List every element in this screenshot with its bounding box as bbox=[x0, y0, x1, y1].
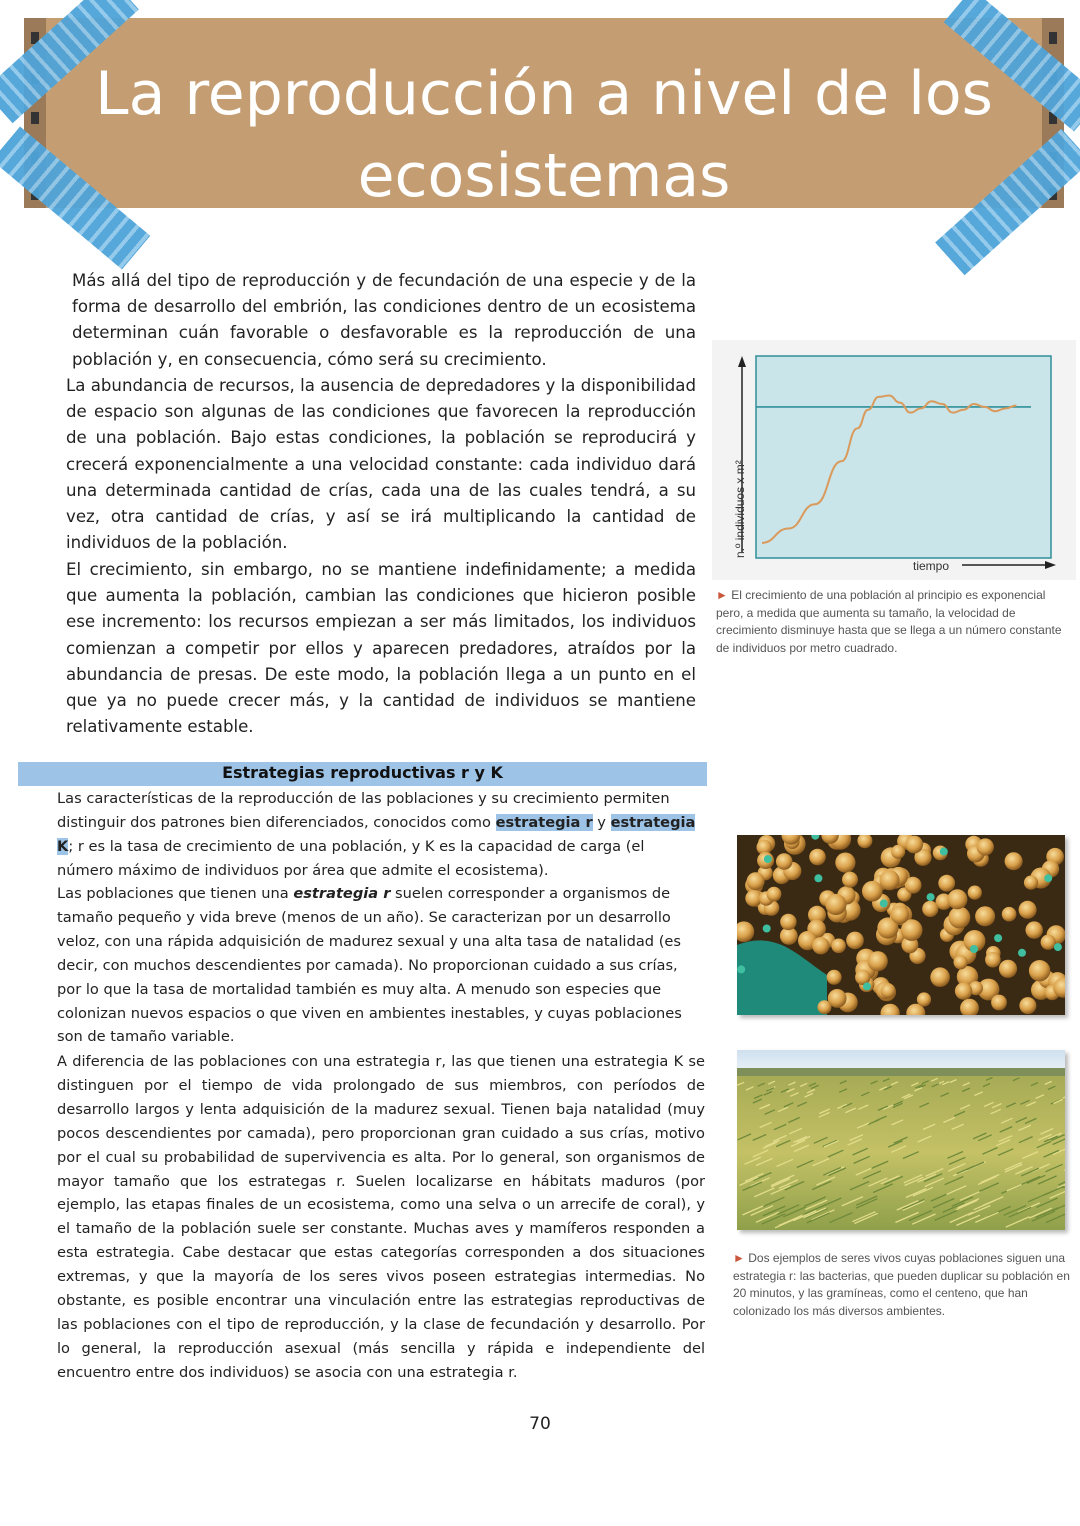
section-paragraph-1: Las características de la reproducción de las poblaciones y su crecimiento permiten distinguir dos patrones bien diferenciados, conocidos como estrategia r y estrategia K; r es la tasa de crecimiento de una población, y K es la capacidad de carga (el número máximo de individuos por área que admite el ecosistema). bbox=[57, 790, 696, 879]
bacteria-illustration bbox=[737, 835, 1065, 1015]
bacterium-coccus bbox=[776, 853, 793, 870]
bacterium-coccus bbox=[1019, 997, 1036, 1014]
bacterium-coccus bbox=[930, 967, 950, 987]
bacterium-coccus bbox=[954, 955, 968, 969]
bacterium-coccus bbox=[991, 995, 1007, 1011]
bacterium-coccus bbox=[1041, 935, 1056, 950]
section-title: Estrategias reproductivas r y K bbox=[222, 763, 503, 782]
term-estrategia-r: estrategia r bbox=[293, 885, 391, 902]
bacterium-teal bbox=[764, 855, 772, 863]
x-axis-label: tiempo bbox=[913, 559, 950, 573]
chart-caption bbox=[716, 587, 1072, 657]
bacterium-coccus bbox=[809, 849, 826, 866]
bacterium-coccus bbox=[938, 875, 955, 892]
photos-caption bbox=[733, 1250, 1073, 1320]
bacteria-photo bbox=[737, 835, 1065, 1015]
bacterium-coccus bbox=[767, 887, 782, 902]
page-number: 70 bbox=[529, 1414, 551, 1434]
bacterium-coccus bbox=[812, 937, 829, 954]
bacterium-teal bbox=[970, 945, 978, 953]
bacterium-teal bbox=[737, 965, 745, 973]
bacterium-teal bbox=[1018, 949, 1026, 957]
bacterium-coccus bbox=[917, 992, 931, 1006]
population-growth-chart bbox=[712, 340, 1076, 580]
bacterium-coccus bbox=[1026, 921, 1043, 938]
section-paragraph-2: Las poblaciones que tienen una estrategia r suelen corresponder a organismos de tamaño pequeño y vida breve (menos de un año). Se caracterizan por un desarrollo veloz, con una rápida adquisición de madurez sexual y una alta tasa de natalidad (es decir, con muchos descendientes por camada). No proporcionan cuidado a sus crías, por lo que la tasa de mortalidad también es muy alta. A menudo son especies que colonizan nuevos espacios o que viven en ambientes inestables, y cuyas poblaciones son de tamaño variable. bbox=[57, 885, 682, 1046]
bacterium-teal bbox=[927, 893, 935, 901]
bacterium-coccus bbox=[842, 872, 858, 888]
bacterium-coccus bbox=[831, 939, 846, 954]
bacterium-coccus bbox=[999, 960, 1017, 978]
bacterium-teal bbox=[880, 899, 888, 907]
section-paragraph-3: A diferencia de las poblaciones con una estrategia r, las que tienen una estrategia K se distinguen por el tiempo de vida prolongado de sus miembros, con períodos de desarrollo largos y lenta adquisición de la madurez sexual. Tienen baja natalidad (muy pocos descendientes por camada), pero proporcionan gran cuidado a sus crías, motivo por el cual su probabilidad de supervivencia es alta. Por lo general, son organismos de mayor tamaño que los estrategas r. Suelen localizarse en hábitats maduros (por ejemplo, las etapas finales de un ecosistema, como una selva o un arrecife de coral), y el tamaño de la población suele ser constante. Muchas aves y mamíferos responden a esta estrategia. Cabe destacar que estas categorías corresponden a dos situaciones extremas, y que la mayoría de los seres vivos poseen estrategias intermedias. No obstante, es posible encontrar una vinculación entre las estrategias reproductivas de las poblaciones con el tipo de reproducción, y la clase de fecundación y desarrollo. Por lo general, la reproducción asexual (más sencilla y rápida e independiente del encuentro entre dos individuos) se asocia con una estrategia r. bbox=[57, 1053, 705, 1381]
caption-triangle-icon: ► bbox=[716, 588, 728, 602]
bacterium-coccus bbox=[968, 886, 982, 900]
bacterium-coccus bbox=[881, 983, 896, 998]
intro-paragraph-2: La abundancia de recursos, la ausencia de depredadores y la disponibilidad de espacio son algunas de las condiciones que favorecen la reproducción de una población. Bajo estas condiciones, la población se reproducirá y crecerá exponencialmente a una velocidad constante: cada individuo dará una determinada cantidad de crías, cada una de las cuales tendrá, a su vez, otra cantidad de crías, y así se irá multiplicando la cantidad de individuos de la población. bbox=[66, 376, 696, 553]
bacterium-coccus bbox=[825, 894, 846, 915]
bacterium-teal bbox=[863, 982, 871, 990]
bacterium-coccus bbox=[1005, 852, 1023, 870]
chart-plot-area bbox=[756, 356, 1051, 558]
bacterium-teal bbox=[994, 934, 1002, 942]
page-title bbox=[24, 53, 1064, 217]
bacterium-coccus bbox=[747, 872, 765, 890]
title-banner bbox=[24, 18, 1064, 211]
caption-triangle-icon: ► bbox=[733, 1251, 745, 1265]
chart-caption-text: El crecimiento de una población al principio es exponencial pero, a medida que aumenta su tamaño, la velocidad de crecimiento disminuye hasta que se llega a un número constante de individuos por metro cuadrado. bbox=[716, 588, 1062, 655]
bacterium-coccus bbox=[879, 870, 899, 890]
bacterium-coccus bbox=[828, 989, 847, 1008]
bacterium-teal bbox=[940, 848, 948, 856]
intro-paragraph-1: Más allá del tipo de reproducción y de fecundación de una especie y de la forma de desarrollo del embrión, las condiciones dentro de un ecosistema determinan cuán favorable o desfavorable es la reproducción de una población y, en consecuencia, cómo será su crecimiento. bbox=[72, 271, 696, 369]
bacterium-coccus bbox=[905, 836, 923, 854]
bacterium-coccus bbox=[827, 970, 842, 985]
highlight-estrategia-k: estrategia K bbox=[57, 813, 696, 855]
bacterium-coccus bbox=[835, 853, 855, 873]
bacterium-coccus bbox=[1029, 960, 1050, 981]
bacterium-coccus bbox=[891, 906, 909, 924]
page-title-line1: La reproducción a nivel de los bbox=[95, 59, 993, 129]
rye-field-illustration bbox=[737, 1050, 1065, 1230]
bacterium-teal bbox=[763, 925, 771, 933]
highlight-estrategia-r: estrategia r bbox=[495, 813, 593, 831]
bacterium-coccus bbox=[985, 952, 1001, 968]
photos-caption-text: Dos ejemplos de seres vivos cuyas poblaciones siguen una estrategia r: las bacterias, que pueden duplicar su población en 20 minutos, y las gramíneas, como el centeno, que han colonizado los más diversos ambientes. bbox=[733, 1251, 1070, 1318]
bacterium-coccus bbox=[949, 907, 971, 929]
section-header-bar bbox=[18, 762, 707, 786]
intro-paragraph-3: El crecimiento, sin embargo, no se mantiene indefinidamente; a medida que aumenta la población, cambian las condiciones que hicieron posible ese incremento: los recursos empiezan a ser más limitados, los individuos comienzan a competir por ellos y aparecen predadores, atraídos por la abundancia de presas. De este modo, la población llega a un punto en el que ya no puede crecer más, y la cantidad de individuos se mantiene relativamente estable. bbox=[66, 560, 696, 737]
bacterium-coccus bbox=[868, 951, 888, 971]
bacterium-coccus bbox=[846, 932, 864, 950]
rye-field-photo bbox=[737, 1050, 1065, 1230]
bacterium-coccus bbox=[780, 914, 796, 930]
bacterium-coccus bbox=[975, 906, 995, 926]
bacterium-teal bbox=[1054, 943, 1062, 951]
y-axis-label: n.º individuos x m² bbox=[733, 460, 747, 558]
bacterium-teal bbox=[1044, 874, 1052, 882]
bacterium-coccus bbox=[1024, 876, 1038, 890]
bacterium-coccus bbox=[977, 838, 994, 855]
bacterium-coccus bbox=[891, 845, 905, 859]
bacterium-coccus bbox=[1002, 907, 1017, 922]
bacterium-coccus bbox=[955, 982, 972, 999]
bacterium-teal bbox=[814, 874, 822, 882]
page-title-line2: ecosistemas bbox=[357, 141, 731, 211]
bacterium-coccus bbox=[862, 881, 883, 902]
bacterium-coccus bbox=[947, 889, 967, 909]
bacterium-coccus bbox=[1019, 901, 1037, 919]
